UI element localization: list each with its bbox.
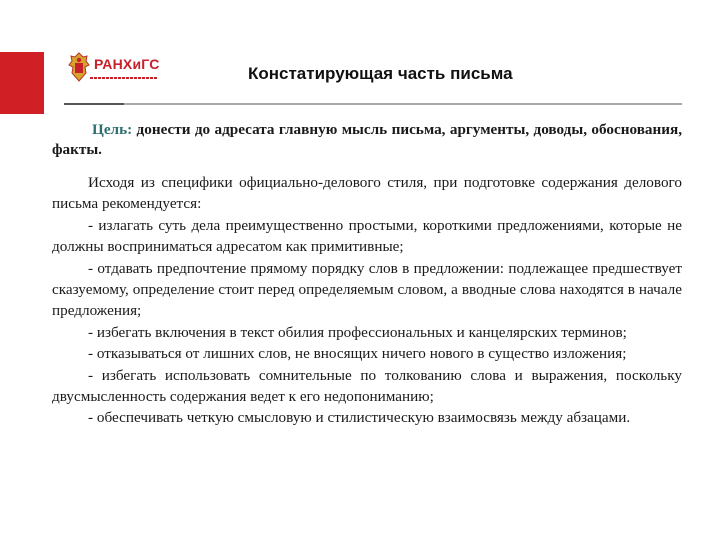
goal-paragraph xyxy=(52,120,682,160)
recommendation-item: - избегать включения в текст обилия профессиональных и канцелярских терминов; xyxy=(88,323,627,341)
logo-underline xyxy=(90,77,158,79)
recommendation-item: - отдавать предпочтение прямому порядку слов в предложении: подлежащее предшествует сказуемому, определение стоит перед определяемым словом, а вводные слова находятся в начале предложения; xyxy=(52,259,682,320)
goal-text: донести до адресата главную мысль письма, аргументы, доводы, обоснования, факты. xyxy=(52,121,682,158)
goal-label: Цель: xyxy=(92,121,133,138)
logo-text: РАНХиГС xyxy=(94,55,160,72)
recommendation-item: - избегать использовать сомнительные по толкованию слова и выражения, поскольку двусмысленность содержания ведет к его недопониманию; xyxy=(52,366,682,406)
title-divider-accent xyxy=(64,103,124,105)
recommendation-item: - излагать суть дела преимущественно простыми, короткими предложениями, которые не должны восприниматься адресатом как примитивные; xyxy=(52,216,682,256)
recommendation-item: - отказываться от лишних слов, не вносящих ничего нового в существо изложения; xyxy=(88,345,627,363)
recommendation-item: - обеспечивать четкую смысловую и стилистическую взаимосвязь между абзацами. xyxy=(88,409,631,427)
title-divider xyxy=(64,103,682,105)
crest-icon xyxy=(68,52,90,82)
logo xyxy=(68,50,160,84)
body-paragraph: Исходя из специфики официально-делового стиля, при подготовке содержания делового письма рекомендуется: xyxy=(52,174,682,213)
body-text xyxy=(52,172,682,429)
accent-bar xyxy=(0,52,44,114)
page-title: Констатирующая часть письма xyxy=(248,64,513,83)
